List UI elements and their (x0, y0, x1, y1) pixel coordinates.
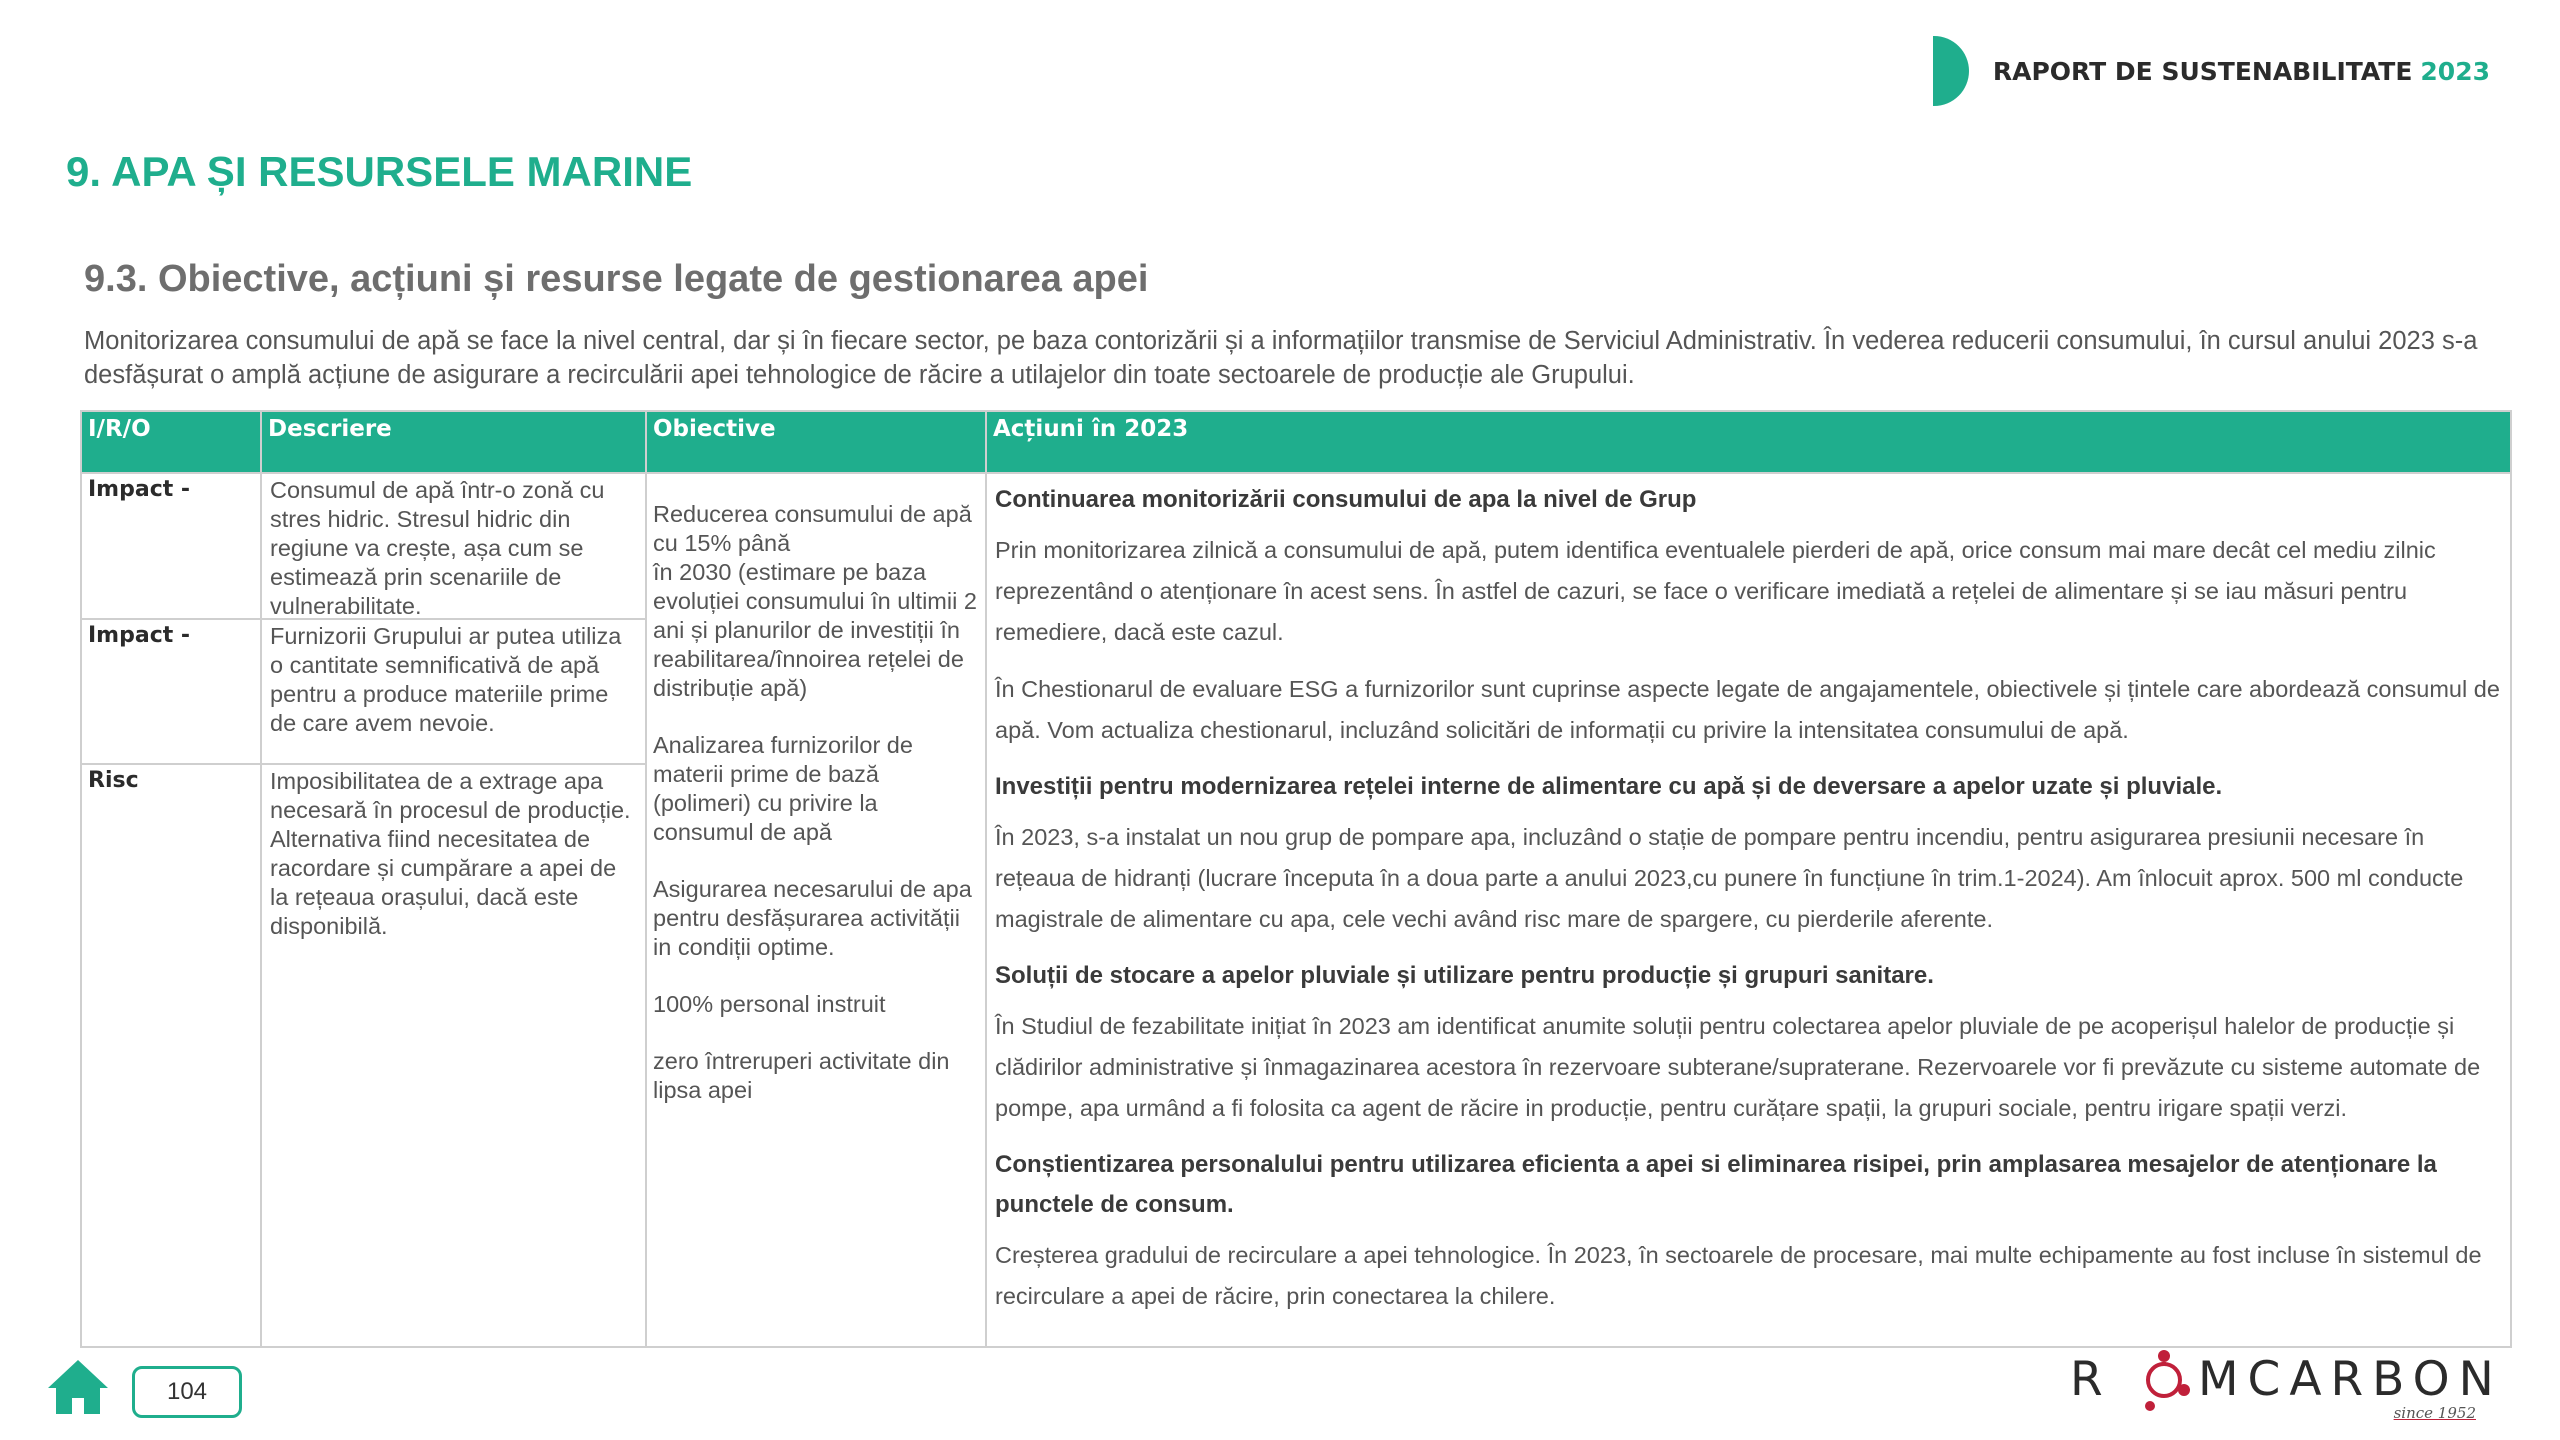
header-half-disc-icon (1933, 36, 1969, 106)
action-paragraph: Creșterea gradului de recirculare a apei tehnologice. În 2023, în sectoarele de procesare, mai multe echipamente au fost incluse în sistemul de recirculare a apei de răcire, prin conectarea la chilere. (995, 1242, 2482, 1309)
report-year: 2023 (2420, 56, 2490, 86)
objective-item: Analizarea furnizorilor de materii prime de bază (polimeri) cu privire la consumul de apă (653, 732, 913, 845)
objective-item: zero întreruperi activitate din lipsa apei (653, 1048, 950, 1103)
page-number: 104 (132, 1366, 242, 1418)
header-iro: I/R/O (81, 411, 261, 473)
description-cell: Furnizorii Grupului ar putea utiliza o cantitate semnificativă de apă pentru a produce materiile prime de care avem nevoie. (262, 620, 645, 765)
iro-cell: Impact - (82, 620, 260, 765)
description-cell: Imposibilitatea de a extrage apa necesară în procesul de producție. Alternativa fiind necesitatea de racordare și cumpărare a apei de la rețeaua orașului, dacă este disponibilă. (270, 768, 631, 939)
section-title: 9.3. Obiective, acțiuni și resurse legate de gestionarea apei (84, 258, 1149, 300)
action-paragraph: Prin monitorizarea zilnică a consumului de apă, putem identifica eventualele pierderi de apă, orice consum mai mare decât cel mediu zilnic reprezentând o atenționare în acest sens. În astfel de cazuri, se face o verificare imediată a rețelei de alimentare și se iau măsuri pentru remediere, dacă este cazul. (995, 537, 2436, 645)
header-objectives: Obiective (646, 411, 986, 473)
objective-item: Asigurarea necesarului de apa pentru desfășurarea activității in condiții optime. (653, 876, 972, 960)
logo-molecule-icon (2136, 1348, 2192, 1412)
actions-cell (986, 473, 2511, 1347)
romcarbon-logo (2070, 1338, 2503, 1428)
logo-since: since 1952 (2393, 1404, 2476, 1422)
description-column (261, 473, 646, 1347)
objective-item: 100% personal instruit (653, 991, 886, 1017)
header-actions: Acțiuni în 2023 (986, 411, 2511, 473)
iro-column (81, 473, 261, 1347)
iro-cell: Impact - (82, 474, 260, 620)
home-icon[interactable] (46, 1358, 110, 1416)
chapter-title: 9. APA ȘI RESURSELE MARINE (66, 148, 693, 195)
objectives-cell (646, 473, 986, 1347)
action-title: Continuarea monitorizării consumului de apa la nivel de Grup (995, 486, 1697, 513)
intro-paragraph: Monitorizarea consumului de apă se face la nivel central, dar și în fiecare sector, pe baza contorizării și a informațiilor transmise de Serviciul Administrativ. În vederea reducerii consumului, în cursul anului 2023 s-a desfășurat o amplă acțiune de asigurare a recirculării apei tehnologice de răcire a utilajelor din toate sectoarele de producție ale Grupului. (84, 327, 2478, 389)
iro-cell: Risc (88, 768, 139, 793)
logo-letter-r: R (2070, 1352, 2112, 1407)
water-objectives-table (80, 410, 2512, 1348)
logo-wordmark: MCARBON (2198, 1352, 2503, 1407)
objective-item: Reducerea consumului de apă cu 15% până în 2030 (estimare pe baza evoluției consumului în ultimii 2 ani și planurilor de investiții în reabilitarea/înnoirea rețelei de distribuție apă) (653, 501, 977, 701)
table-header-row (81, 411, 2511, 473)
table-row (81, 473, 2511, 1347)
action-title: Conștientizarea personalului pentru utilizarea eficienta a apei si eliminarea risipei, prin amplasarea mesajelor de atenționare la punctele de consum. (995, 1151, 2437, 1218)
action-title: Investiții pentru modernizarea rețelei interne de alimentare cu apă și de deversare a apelor uzate și pluviale. (995, 773, 2223, 800)
action-title: Soluții de stocare a apelor pluviale și utilizare pentru producție și grupuri sanitare. (995, 962, 1934, 989)
header-description: Descriere (261, 411, 646, 473)
action-paragraph: În 2023, s-a instalat un nou grup de pompare apa, incluzând o stație de pompare pentru incendiu, pentru asigurarea presiunii necesare în rețeaua de hidranți (lucrare începuta în a doua parte a anului 2023,cu punere în funcțiune în trim.1-2024). Am înlocuit aprox. 500 ml conducte magistrale de alimentare cu apa, cele vechi având risc mare de spargere, cu pierderile aferente. (995, 824, 2464, 932)
action-paragraph: În Studiul de fezabilitate inițiat în 2023 am identificat anumite soluții pentru colectarea apelor pluviale de pe acoperișul halelor de producție și clădirilor administrative și înmagazinarea acestora în rezervoare subterane/supraterane. Rezervoarele vor fi prevăzute cu sisteme automate de pompe, apa urmând a fi folosita ca agent de răcire in producție, pentru curățare spații, la grupuri sociale, pentru irigare spații verzi. (995, 1013, 2481, 1121)
report-header (1933, 36, 2490, 106)
action-paragraph: În Chestionarul de evaluare ESG a furnizorilor sunt cuprinse aspecte legate de angajamentele, obiectivele și țintele care abordează consumul de apă. Vom actualiza chestionarul, incluzând solicitări de informații cu privire la intensitatea consumului de apă. (995, 676, 2500, 743)
report-title: RAPORT DE SUSTENABILITATE 2023 (1992, 56, 2490, 86)
description-cell: Consumul de apă într-o zonă cu stres hidric. Stresul hidric din regiune va crește, așa cum se estimează prin scenariile de vulnerabilitate. (262, 474, 645, 620)
